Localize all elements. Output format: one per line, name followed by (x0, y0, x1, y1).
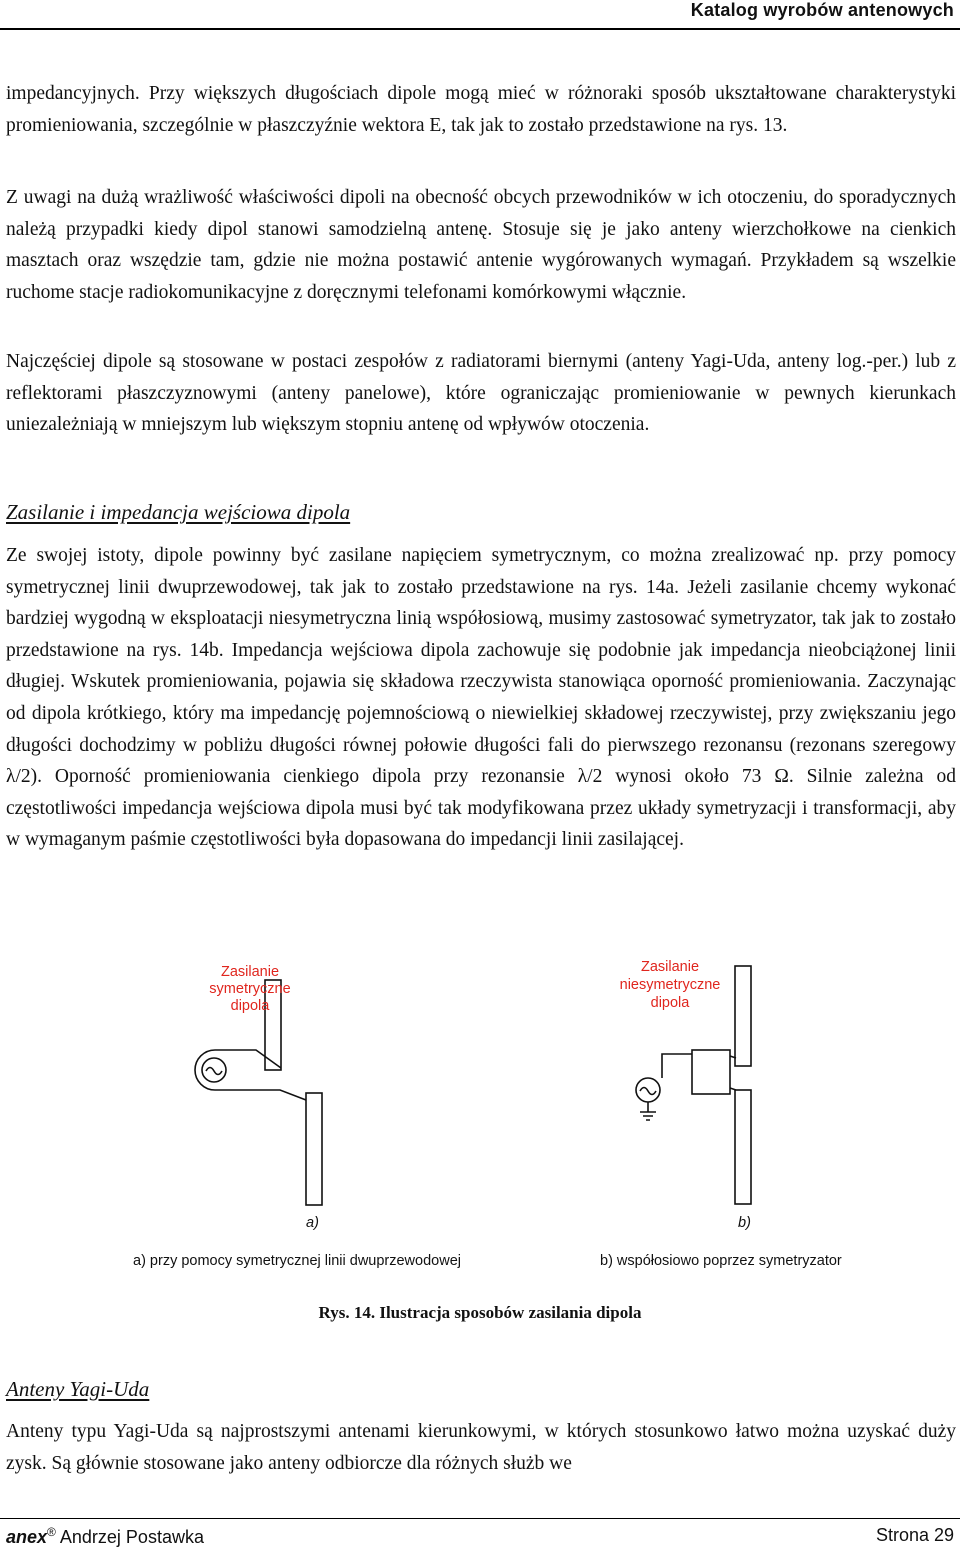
author-name: Andrzej Postawka (59, 1527, 204, 1547)
registered-mark: ® (47, 1525, 56, 1539)
label-unbalanced-feed: Zasilanie niesymetryczne dipola (619, 959, 721, 1011)
paragraph-2: Z uwagi na dużą wrażliwość właściwości dipoli na obecność obcych przewodników w ich otoczeniu, do sporadycznych należą przypadki kiedy dipol stanowi samodzielną antenę. Stosuje się je jako anteny wierzchołkowe na cienkich masztach oraz wszędzie tam, gdzie nie można postawić antenie wygórowanych wymagań. Przykładem są wszelkie ruchome stacje radiokomunikacyjne z doręcznymi telefonami komórkowymi włącznie. (6, 187, 956, 303)
caption-b: b) współosiowo poprzez symetryzator (600, 1253, 842, 1269)
tag-a: a) (306, 1215, 319, 1231)
section-heading-zasilanie: Zasilanie i impedancja wejściowa dipola (6, 500, 351, 524)
footer-rule (0, 1518, 960, 1519)
feed-line-a-bottom (215, 1090, 306, 1100)
header-rule (0, 28, 960, 30)
paragraph-3: Najczęściej dipole są stosowane w postaci zespołów z radiatorami biernymi (anteny Yagi-Uda, anteny log.-per.) lub z reflektorami płaszczyznowymi (anteny panelowe), które ograniczając promieniowanie w pewnych kierunkach uniezależniają w mniejszym lub większym stopniu antenę od wpływów otoczenia. (6, 351, 956, 436)
feed-line-a-end (195, 1050, 215, 1090)
page-number: Strona 29 (875, 1525, 954, 1545)
sine-b-icon (640, 1088, 656, 1095)
dipole-feed-diagram (0, 950, 960, 1250)
ground-icon (640, 1102, 656, 1120)
paragraph-5: Anteny typu Yagi-Uda są najprostszymi antenami kierunkowymi, w których stosunkowo łatwo można uzyskać duży zysk. Są głównie stosowane jako anteny odbiorcze dla różnych służb we (6, 1421, 956, 1474)
sine-a-icon (206, 1068, 222, 1075)
balun-icon (692, 1050, 730, 1094)
coax-feed-line (662, 1054, 692, 1078)
dipole-b-upper-element (735, 966, 751, 1066)
section-heading-yagi: Anteny Yagi-Uda (6, 1377, 150, 1401)
figure-title: Rys. 14. Ilustracja sposobów zasilania dipola (318, 1303, 642, 1322)
label-symmetric-feed: Zasilanie symetryczne dipola (209, 964, 291, 1014)
tag-b: b) (738, 1215, 751, 1231)
dipole-a-lower-element (306, 1093, 322, 1205)
brand-logo: anex (6, 1527, 48, 1547)
caption-a: a) przy pomocy symetrycznej linii dwuprzewodowej (133, 1253, 461, 1269)
paragraph-1: impedancyjnych. Przy większych długościach dipole mogą mieć w różnoraki sposób ukształtowane charakterystyki promieniowania, szczególnie w płaszczyźnie wektora E, tak jak to zostało przedstawione na rys. 13. (6, 83, 956, 136)
header-title: Katalog wyrobów antenowych (690, 0, 954, 20)
balun-connection-bottom (730, 1088, 736, 1090)
figure-14 (0, 950, 960, 1269)
dipole-b-lower-element (735, 1090, 751, 1204)
paragraph-4: Ze swojej istoty, dipole powinny być zasilane napięciem symetrycznym, co można zrealizować np. przy pomocy symetrycznej linii dwuprzewodowej, tak jak to zostało przedstawione na rys. 14a. Jeżeli zasilanie chcemy wykonać bardziej wygodną w eksploatacji niesymetryczna linią współosiową, musimy zastosować symetryzator, tak jak to zostało przedstawione na rys. 14b. Impedancja wejściowa dipola zachowuje się podobnie jak impedancja nieobciążonej linii długiej. Wskutek promieniowania, pojawia się składowa rzeczywista stanowiąca oporność promieniowania. Zaczynając od dipola krótkiego, który ma impedancję pojemnościową o niewielkiej składowej rzeczywistej, przy zwiększaniu jego długości dochodzimy w pobliżu długości równej połowie długości fali do pierwszego rezonansu (rezonans szeregowy λ/2). Oporność promieniowania cienkiego dipola przy rezonansie λ/2 wynosi około 73 Ω. Silnie zależna od częstotliwości impedancja wejściowa dipola musi być tak modyfikowana przez układy symetryzacji i transformacji, aby w wymaganym paśmie częstotliwości była dopasowana do impedancji linii zasilającej. (6, 545, 956, 851)
footer-author (6, 1525, 204, 1548)
